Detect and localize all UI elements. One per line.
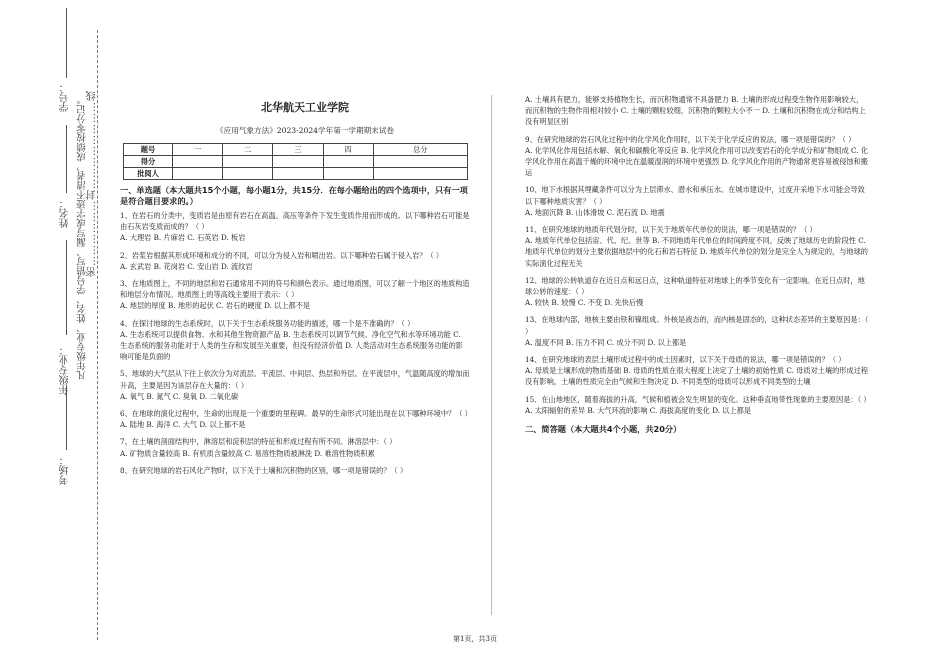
section-1-title: 一、单选题（本大题共15个小题，每小题1分，共15分．在每小题给出的四个选项中，只有一项是符合题目要求的。） [120, 185, 468, 206]
question-options: A. 较快 B. 较慢 C. 不变 D. 先快后慢 [525, 298, 644, 308]
name-line [66, 125, 67, 193]
score-header-cell: 三 [273, 144, 323, 156]
question-item [525, 314, 870, 348]
question-options: A. 陆地 B. 海洋 C. 大气 D. 以上都不是 [120, 420, 246, 430]
score-cell[interactable] [323, 156, 373, 168]
question-stem: 12、地球的公转轨道存在近日点和远日点，这种轨道特征对地球上的季节变化有一定影响。在近日点时，地球公转的速度：（ ） [525, 275, 865, 297]
question-options: A. 母质是土壤形成的物质基础 B. 母质的性质在很大程度上决定了土壤的初始性质 C. 母质对土壤的形成过程没有影响，土壤的性质完全由气候和生物决定 D. 不同类型的母质可以形成不同类型的土壤 [525, 366, 869, 387]
dept-line [66, 240, 67, 335]
binding-margin [0, 0, 105, 672]
score-cell[interactable] [273, 168, 323, 180]
question-item [525, 224, 870, 269]
score-header-cell: 二 [223, 144, 273, 156]
question-options: A. 化学风化作用包括水解、氧化和碳酸化等反应 B. 化学风化作用可以改变岩石的化学成分和矿物组成 C. 化学风化作用在高温干燥的环境中比在温暖湿润的环境中更强烈 D. 化学风化作用的产物通常更容易被侵蚀和搬运 [525, 145, 869, 178]
question-options: A. 氧气 B. 氮气 C. 臭氧 D. 二氧化碳 [120, 391, 239, 401]
question-stem: 15、在山地地区，随着海拔的升高，气候和植被会发生明显的变化。这种垂直地带性现象的主要原因是：（ ） [525, 394, 871, 404]
score-table-row [124, 168, 468, 180]
question-stem: 3、在地质图上，不同的地层和岩石通常用不同的符号和颜色表示。通过地质图，可以了解一个地区的地质构造和地层分布情况。地质图上的等高线主要用于表示：（ ） [120, 279, 470, 300]
question-stem: 11、在研究地球的地质年代划分时，以下关于地质年代单位的说法，哪一项是错误的？（ ） [525, 225, 817, 235]
page-subtitle: 《应用气象方法》2023-2024学年第一学期期末试卷 [216, 126, 394, 135]
question-options: A. 大理岩 B. 片麻岩 C. 石英岩 D. 板岩 [120, 233, 246, 243]
question-item [525, 394, 870, 416]
question-options: A. 土壤具有肥力，能够支持植物生长，而沉积物通常不具备肥力 B. 土壤的形成过程受生物作用影响较大，而沉积物的生物作用相对较小 C. 土壤的颗粒较细，沉积物的颗粒大小不一 D. 土壤和沉积物在成分和结构上没有明显区别 [525, 95, 866, 127]
question-stem: 2、岩浆岩根据其形成环境和成分的不同，可以分为侵入岩和喷出岩。以下哪种岩石属于侵入岩？（ ） [120, 250, 444, 260]
score-cell[interactable] [373, 156, 467, 168]
dept-label: 年级专业： [60, 345, 71, 395]
exam-room-line [66, 385, 67, 450]
score-cell[interactable] [273, 156, 323, 168]
score-header-cell: 一 [173, 144, 223, 156]
right-column [525, 94, 870, 438]
question-item [525, 134, 870, 179]
question-options: A. 矿物质含量较高 B. 有机质含量较高 C. 易溶性物质被淋洗 D. 难溶性物质积累 [120, 448, 375, 458]
name-label: 姓名： [60, 198, 71, 228]
score-cell[interactable] [373, 168, 467, 180]
score-cell[interactable] [173, 168, 223, 180]
question-stem: 1、在岩石的分类中，变质岩是由原有岩石在高温、高压等条件下发生变质作用而形成的。以下哪种岩石可能是由石灰岩变质而成的？（ ） [120, 211, 470, 232]
question-options: A. 地面沉降 B. 山体滑坡 C. 泥石流 D. 地震 [525, 207, 665, 217]
score-cell[interactable] [173, 156, 223, 168]
question-item [120, 408, 470, 430]
exam-room-label: 考场： [60, 455, 71, 485]
question-options: A. 地层的厚度 B. 地形的起伏 C. 岩石的硬度 D. 以上都不是 [120, 301, 311, 311]
question-item [525, 275, 870, 309]
question-item [525, 184, 870, 218]
cut-line [97, 30, 98, 640]
score-table [123, 143, 468, 180]
score-header-cell: 总分 [373, 144, 467, 156]
section-2-title: 二、简答题（本大题共4个小题，共20分） [525, 424, 682, 435]
page-footer: 第1页，共3页 [453, 635, 497, 643]
score-table-header-row [124, 144, 468, 156]
question-stem: 6、在地球的演化过程中，生命的出现是一个重要的里程碑。最早的生命形式可能出现在以下哪种环境中？（ ） [120, 409, 472, 419]
notice-text: 凡年级专业、姓名、学号错写、漏写或字迹不清者，成绩按零分记。 [77, 95, 88, 380]
question-stem: 8、在研究地球的岩石风化产物时，以下关于土壤和沉积物的区别，哪一项是错误的？（ ） [120, 465, 408, 475]
question-stem: 4、在探讨地球的生态系统时，以下关于生态系统服务功能的描述，哪一个是不准确的？（ ） [120, 318, 415, 328]
column-divider [491, 95, 492, 615]
score-header-cell: 四 [323, 144, 373, 156]
question-item [120, 368, 470, 402]
question-item [120, 436, 470, 458]
question-stem: 9、在研究地球的岩石风化过程中的化学风化作用时，以下关于化学反应的说法，哪一项是错误的？（ ） [525, 134, 856, 144]
question-item [120, 250, 470, 272]
question-stem: 10、地下水根据其埋藏条件可以分为上层滞水、潜水和承压水。在城市建设中，过度开采地下水可能会导致以下哪种地质灾害？（ ） [525, 185, 865, 206]
question-options: A. 温度不同 B. 压力不同 C. 成分不同 D. 以上都是 [525, 337, 687, 347]
left-column [120, 183, 470, 482]
score-cell[interactable] [223, 156, 273, 168]
question-item [525, 94, 870, 128]
score-header-cell: 题号 [124, 144, 173, 156]
question-options: A. 生态系统可以提供食物、水和其他生物资源产品 B. 生态系统可以调节气候、净化空气和水等环境功能 C. 生态系统的服务功能对于人类的生存和发展至关重要，但没有经济价值 D. 人类活动对生态系统服务功能的影响可能是负面的 [120, 329, 463, 362]
question-stem: 7、在土壤的剖面结构中，淋溶层和淀积层的特征和形成过程有所不同。淋溶层中：（ ） [120, 437, 397, 447]
question-item [525, 354, 870, 388]
score-table-row [124, 156, 468, 168]
score-cell[interactable] [223, 168, 273, 180]
student-id-label: 学号： [60, 82, 71, 112]
score-cell[interactable] [323, 168, 373, 180]
question-options: A. 地质年代单位包括宙、代、纪、世等 B. 不同地质年代单位的时间跨度不同，反映了地球历史的阶段性 C. 地质年代单位的划分主要依据地层中的化石和岩石特征 D. 地质年代单位的划分是完全人为规定的，与地球的实际演化过程无关 [525, 236, 868, 268]
question-item [120, 278, 470, 312]
question-item [120, 210, 470, 244]
question-options: A. 太阳辐射的差异 B. 大气环流的影响 C. 海拔高度的变化 D. 以上都是 [525, 405, 752, 415]
question-stem: 14、在研究地球的表层土壤形成过程中的成土因素时，以下关于母质的说法，哪一项是错误的？（ ） [525, 355, 846, 365]
question-item [120, 318, 470, 363]
student-id-line [66, 8, 67, 78]
score-row-label: 批阅人 [124, 168, 173, 180]
question-item [120, 465, 470, 476]
page-title: 北华航天工业学院 [261, 101, 349, 114]
question-stem: 13、在地球内部，地核主要由铁和镍组成。外核是液态的，而内核是固态的，这种状态差异的主要原因是：（ ） [525, 315, 869, 336]
question-options: A. 玄武岩 B. 花岗岩 C. 安山岩 D. 流纹岩 [120, 261, 253, 271]
seal-line-text: 密………………封……………………线 [87, 90, 98, 277]
question-stem: 5、地球的大气层从下往上依次分为对流层、平流层、中间层、热层和外层。在平流层中，气温随高度的增加而升高，主要是因为该层存在大量的：（ ） [120, 369, 470, 390]
score-row-label: 得分 [124, 156, 173, 168]
